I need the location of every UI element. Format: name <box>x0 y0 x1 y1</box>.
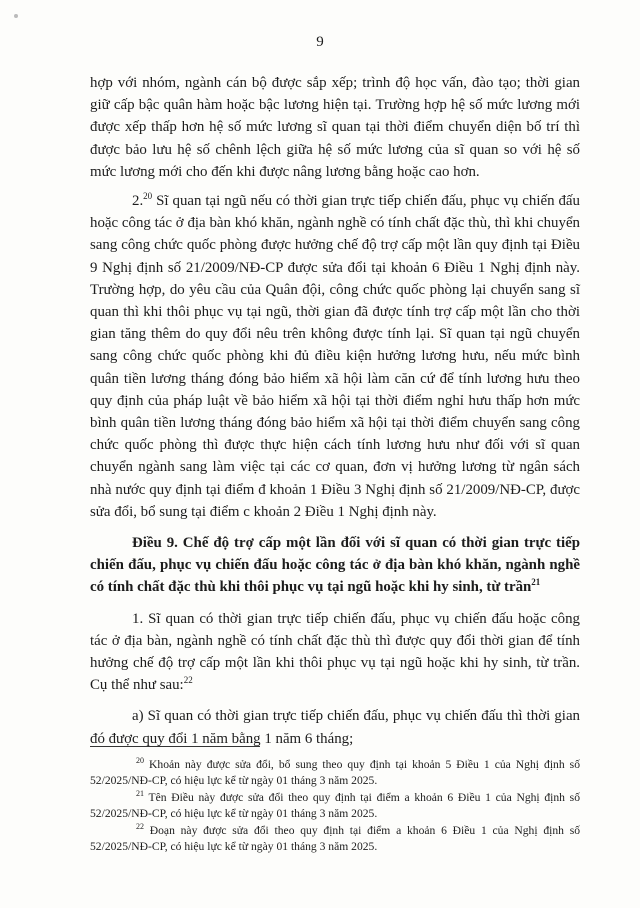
paragraph-2 <box>90 190 580 523</box>
footnote-22-text: Đoạn này được sửa đổi theo quy định tại điểm a khoản 6 Điều 1 của Nghị định số 52/2025/NĐ-CP, có hiệu lực kể từ ngày 01 tháng 3 năm 2025. <box>90 823 580 854</box>
footnote-divider <box>90 746 260 747</box>
scan-dot <box>14 14 18 18</box>
page-number: 9 <box>316 34 324 50</box>
paragraph-4: a) Sĩ quan có thời gian trực tiếp chiến đấu, phục vụ chiến đấu thì thời gian đó được quy đổi 1 năm bằng 1 năm 6 tháng; <box>90 708 580 747</box>
footnote-21-number: 21 <box>136 788 144 798</box>
document-body <box>90 72 580 750</box>
footnote-20 <box>90 757 580 790</box>
paragraph-2-number: 2. <box>132 193 144 210</box>
footnotes <box>90 757 580 855</box>
footnote-21-text: Tên Điều này được sửa đổi theo quy định tại điểm a khoản 6 Điều 1 của Nghị định số 52/2025/NĐ-CP, có hiệu lực kể từ ngày 01 tháng 3 năm 2025. <box>90 790 580 821</box>
footnote-20-number: 20 <box>136 756 144 766</box>
footnote-ref-22[interactable]: 22 <box>183 675 193 686</box>
article-9-heading <box>90 532 580 599</box>
footnote-ref-21[interactable]: 21 <box>531 577 541 588</box>
paragraph-3-text: 1. Sĩ quan có thời gian trực tiếp chiến đấu, phục vụ chiến đấu hoặc công tác ở địa bàn, ngành nghề có tính chất đặc thù thì được quy đổi thời gian để tính hưởng chế độ trợ cấp một lần khi thôi phục vụ tại ngũ hoặc khi hy sinh, từ trần. Cụ thể như sau: <box>90 610 580 694</box>
footnote-22-number: 22 <box>136 821 144 831</box>
footnote-22 <box>90 823 580 856</box>
footnote-ref-20[interactable]: 20 <box>143 191 153 202</box>
footnote-21 <box>90 790 580 823</box>
footnote-20-text: Khoản này được sửa đổi, bổ sung theo quy định tại khoản 5 Điều 1 của Nghị định số 52/2025/NĐ-CP, có hiệu lực kể từ ngày 01 tháng 3 năm 2025. <box>90 758 580 788</box>
paragraph-2-text: Sĩ quan tại ngũ nếu có thời gian trực tiếp chiến đấu, phục vụ chiến đấu hoặc công tác ở địa bàn khó khăn, ngành nghề có tính chất đặc thù, thì khi chuyển sang công chức quốc phòng được hưởng chế độ trợ cấp một lần quy định tại Điều 9 Nghị định số 21/2009/NĐ-CP được sửa đổi tại khoản 6 Điều 1 Nghị định này. Trường hợp, do yêu cầu của Quân đội, công chức quốc phòng lại chuyển sang sĩ quan thì khi thôi phục vụ tại ngũ, thời gian đã được tính trợ cấp một lần cho thời gian tăng thêm do quy đổi nêu trên không được tính lại. Sĩ quan tại ngũ chuyển sang công chức quốc phòng khi đủ điều kiện hưởng lương hưu, nếu mức bình quân tiền lương tháng đóng bảo hiểm xã hội làm căn cứ để tính lương hưu theo quy định của pháp luật về bảo hiểm xã hội tại thời điểm nghỉ hưu thấp hơn mức bình quân tiền lương tháng đóng bảo hiểm xã hội tại thời điểm chuyển sang công chức quốc phòng thì được thực hiện cách tính lương hưu như đối với sĩ quan chuyển ngành sang làm việc tại các cơ quan, đơn vị hưởng lương từ ngân sách nhà nước quy định tại điểm đ khoản 1 Điều 3 Nghị định số 21/2009/NĐ-CP, được sửa đổi, bổ sung tại điểm c khoản 2 Điều 1 Nghị định này. <box>90 193 580 520</box>
article-9-title: Điều 9. Chế độ trợ cấp một lần đối với sĩ quan có thời gian trực tiếp chiến đấu, phục vụ chiến đấu hoặc công tác ở địa bàn khó khăn, ngành nghề có tính chất đặc thù khi thôi phục vụ tại ngũ hoặc khi hy sinh, từ trần <box>90 535 580 596</box>
paragraph-1: hợp với nhóm, ngành cán bộ được sắp xếp; trình độ học vấn, đào tạo; thời gian giữ cấp bậc quân hàm hoặc bậc lương hiện tại. Trường hợp hệ số mức lương mới được xếp thấp hơn hệ số mức lương sĩ quan tại thời điểm chuyển diện bố trí thì được bảo lưu hệ số chênh lệch giữa hệ số mức lương của sĩ quan so với hệ số mức lương mới cho đến khi được nâng lương bằng hoặc cao hơn. <box>90 75 580 180</box>
paragraph-3 <box>90 608 580 697</box>
